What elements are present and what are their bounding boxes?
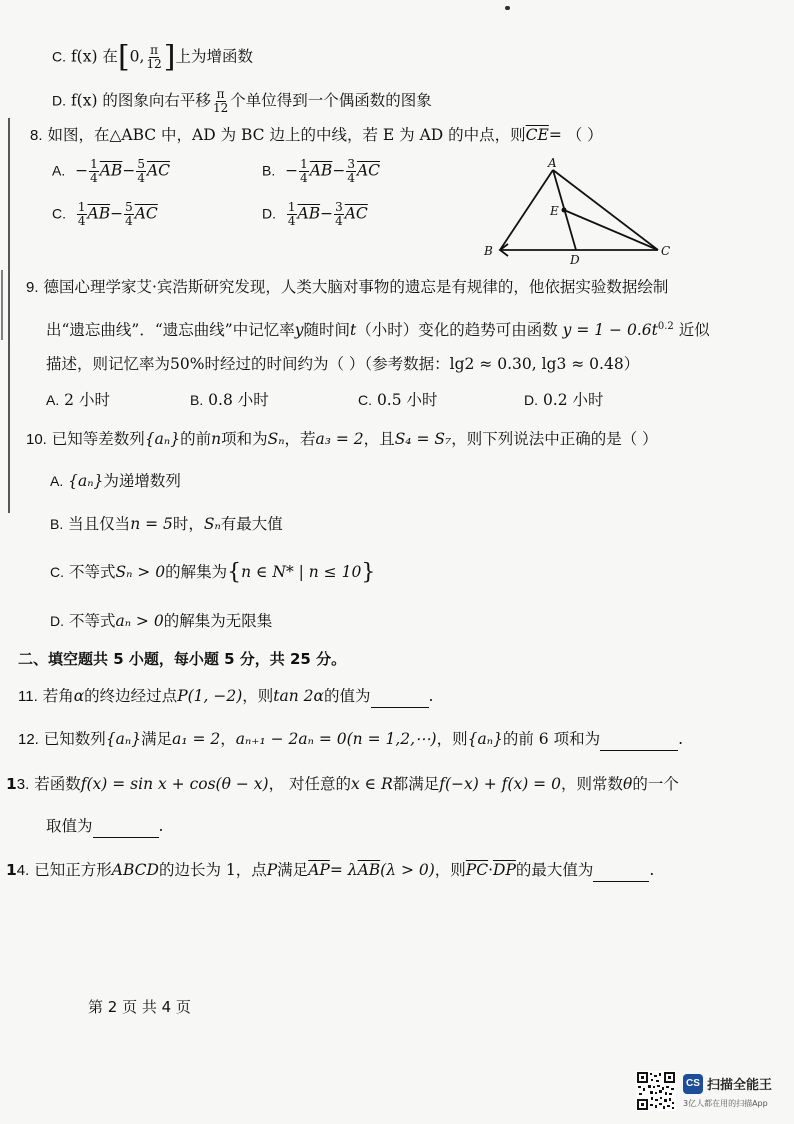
option-text: 时，	[172, 515, 204, 533]
formula: y = 1 − 0.6t	[562, 321, 658, 340]
handwritten-mark: 1	[6, 775, 17, 793]
q9-option-d	[524, 389, 604, 411]
question-text: 德国心理学家艾·宾浩斯研究发现，人类大脑对事物的遗忘是有规律的，他依据实验数据绘制	[43, 278, 669, 296]
question-text: 近似	[678, 321, 710, 340]
q10-option-c	[50, 561, 375, 584]
option-label: C.	[358, 392, 372, 408]
q9-option-c	[358, 389, 438, 411]
q7-option-d	[52, 88, 432, 115]
option-text: 不等式	[68, 612, 116, 630]
sequence: {aₙ}	[68, 472, 104, 490]
answer-blank[interactable]	[593, 859, 649, 882]
question-text: 的一个	[632, 775, 679, 793]
question-text: （小时）变化的趋势可由函数	[356, 321, 558, 340]
point: P(1, −2)	[177, 687, 243, 705]
variable: α	[73, 687, 85, 705]
question-number: 3.	[16, 776, 30, 793]
question-number: 10.	[26, 431, 47, 448]
question-end: = （ ）	[548, 126, 603, 144]
condition: x ∈ R	[351, 775, 393, 793]
q12	[18, 728, 683, 751]
answer-blank[interactable]	[371, 685, 429, 708]
option-text: 的解集为无限集	[163, 612, 273, 630]
option-text-suffix: 个单位得到一个偶函数的图象	[230, 91, 432, 110]
option-text-suffix: 上为增函数	[175, 47, 253, 66]
question-text: 已知等差数列	[51, 430, 145, 448]
fraction-denominator: 4	[287, 214, 296, 228]
side-ac	[553, 170, 658, 250]
question-text: 已知正方形	[34, 861, 112, 879]
sign: −	[332, 161, 346, 180]
question-end: .	[649, 861, 655, 879]
fraction	[299, 158, 309, 185]
fraction-denominator: 12	[146, 57, 162, 71]
question-text: 的最大值为	[515, 861, 594, 879]
option-label: B.	[50, 516, 64, 532]
fraction-numerator: 1	[77, 200, 86, 214]
option-label: A.	[52, 162, 66, 179]
question-text: 项和为	[221, 430, 268, 448]
question-text: 的终边经过点	[84, 687, 178, 705]
option-label: C.	[50, 564, 64, 580]
q9-option-a	[46, 389, 110, 411]
question-text: 满足	[141, 730, 173, 748]
q8-option-c	[52, 201, 158, 228]
triangle-figure	[478, 156, 678, 266]
q10-option-d	[50, 610, 272, 632]
question-text: 满足	[277, 861, 309, 879]
q13-line1	[6, 773, 679, 796]
option-text: 0.5 小时	[376, 391, 438, 409]
question-number: 4.	[16, 862, 30, 879]
variable: Sₙ	[267, 430, 285, 448]
vector: $\overline{AC}$	[344, 204, 368, 223]
fraction	[334, 201, 344, 228]
option-label: B.	[190, 392, 204, 408]
option-label: A.	[46, 392, 60, 408]
vector: $\overline{AB}$	[309, 161, 333, 180]
q7-option-c	[52, 39, 253, 75]
set-brace-right: }	[361, 560, 376, 585]
scanner-app-tagline: 3亿人都在用的扫描App	[683, 1099, 768, 1108]
q9-line2	[46, 316, 710, 341]
q10-option-a	[50, 470, 181, 492]
question-text: 随时间	[303, 321, 350, 340]
reference-data: lg2 ≈ 0.30, lg3 ≈ 0.48	[449, 355, 624, 373]
cs-logo: CS	[683, 1074, 703, 1094]
sign: −	[75, 161, 89, 180]
sign: −	[122, 161, 136, 180]
option-text: 当且仅当	[68, 515, 131, 533]
vector: $\overline{CE}$	[525, 126, 549, 144]
condition: S₄ = S₇	[394, 430, 452, 448]
fraction-numerator: π	[150, 43, 159, 57]
fraction-denominator: 4	[347, 171, 355, 185]
variable: y	[294, 321, 304, 340]
fraction	[89, 158, 99, 185]
interval-bracket-right: ]	[163, 39, 176, 75]
question-text: ，则常数	[560, 775, 623, 793]
vector: $\overline{AC}$	[146, 161, 171, 180]
fraction	[346, 158, 356, 185]
question-number: 8.	[30, 127, 43, 144]
question-text: ， 对任意的	[268, 775, 351, 793]
question-text: ，则	[434, 861, 466, 879]
page-footer: 第 2 页 共 4 页	[88, 998, 191, 1016]
fraction-numerator: 5	[125, 200, 133, 214]
square-name: ABCD	[111, 861, 159, 879]
answer-blank[interactable]	[600, 728, 678, 751]
section-title: 二、填空题共 5 小题，每小题 5 分，共 25 分。	[18, 650, 347, 668]
variable: n	[211, 430, 222, 448]
option-label: C.	[52, 205, 66, 222]
sign: −	[285, 161, 299, 180]
sign: −	[110, 204, 124, 223]
set-brace-left: {	[227, 560, 242, 585]
label-a: A	[548, 156, 557, 170]
question-text: 都满足	[392, 775, 440, 793]
scan-speck	[505, 6, 510, 10]
fraction	[145, 44, 162, 71]
question-end: ）	[623, 355, 640, 373]
fraction-numerator: 3	[335, 200, 343, 214]
qr-code-icon	[636, 1071, 676, 1111]
option-label: D.	[524, 392, 538, 408]
question-text: 取值为	[46, 817, 93, 835]
expression: tan 2α	[273, 687, 325, 705]
q9-option-b	[190, 389, 269, 411]
interval-start: 0,	[129, 47, 145, 66]
question-number: 9.	[26, 279, 39, 296]
condition: (λ > 0)	[380, 861, 435, 879]
vector: $\overline{AB}$	[87, 204, 111, 223]
handwritten-mark: 1	[6, 861, 17, 879]
label-b: B	[484, 244, 493, 258]
question-number: 12.	[18, 731, 39, 748]
option-label: A.	[50, 473, 64, 489]
question-text: 的前 6 项和为	[502, 730, 601, 748]
question-text: 若函数	[34, 775, 81, 793]
fraction-numerator: 1	[90, 157, 98, 171]
fraction	[136, 158, 146, 185]
vector: $\overline{AP}$	[308, 861, 330, 879]
question-text: 的边长为 1，点	[158, 861, 267, 879]
fraction	[124, 201, 134, 228]
option-text: 的解集为	[165, 563, 228, 581]
solution-set: n ∈ N* | n ≤ 10	[241, 563, 362, 581]
fraction-denominator: 4	[125, 214, 133, 228]
fraction-numerator: 1	[300, 157, 308, 171]
fraction-denominator: 12	[212, 101, 229, 115]
condition: a₃ = 2	[315, 430, 364, 448]
question-number: 11.	[18, 688, 38, 705]
fraction-denominator: 4	[335, 214, 343, 228]
point-e	[562, 208, 567, 213]
vector: $\overline{AC}$	[134, 204, 158, 223]
q9-line3	[46, 353, 639, 375]
option-text: 不等式	[68, 563, 116, 581]
separator: ，	[220, 730, 236, 748]
fraction-denominator: 4	[137, 171, 145, 185]
fraction	[212, 88, 229, 115]
vector: $\overline{PC}$	[465, 861, 489, 879]
question-end: .	[678, 730, 684, 748]
inequality: aₙ > 0	[115, 612, 164, 630]
q8-stem	[30, 124, 603, 147]
inequality: Sₙ > 0	[115, 563, 166, 581]
sequence: {aₙ}	[467, 730, 503, 748]
fraction	[287, 201, 297, 228]
question-text: 如图，在△ABC 中，AD 为 BC 边上的中线，若 E 为 AD 的中点，则	[47, 126, 526, 144]
fraction-numerator: π	[216, 87, 225, 101]
option-label: D.	[50, 613, 64, 629]
variable: P	[266, 861, 278, 879]
variable: t	[349, 321, 357, 340]
side-ab	[500, 170, 553, 250]
q8-option-d	[262, 201, 368, 228]
vector: $\overline{AC}$	[356, 161, 381, 180]
vector: $\overline{AB}$	[99, 161, 123, 180]
option-text: 有最大值	[220, 515, 283, 533]
fraction-denominator: 4	[77, 214, 86, 228]
recurrence: aₙ₊₁ − 2aₙ = 0(n = 1,2,⋯)	[235, 730, 437, 748]
vector: $\overline{DP}$	[493, 861, 516, 879]
question-text: ，且	[363, 430, 395, 448]
option-label: D.	[262, 205, 276, 222]
option-label: B.	[262, 162, 276, 179]
dot-product: ·	[488, 861, 494, 879]
function: f(x) = sin x + cos(θ − x)	[80, 775, 269, 793]
q13-line2	[46, 815, 163, 838]
q9-line1	[26, 276, 668, 299]
fraction-numerator: 5	[137, 157, 145, 171]
question-text: ，若	[284, 430, 316, 448]
condition: n = 5	[130, 515, 173, 533]
q14	[6, 859, 654, 882]
sign: −	[320, 204, 334, 223]
question-end: ，则下列说法中正确的是（ ）	[451, 430, 658, 448]
sequence: {aₙ}	[105, 730, 142, 748]
question-end: .	[428, 687, 434, 705]
question-text: 若角	[42, 687, 74, 705]
variable: θ	[622, 775, 633, 793]
q10-option-b	[50, 513, 283, 535]
fraction-numerator: 3	[347, 157, 355, 171]
question-text: 的前	[180, 430, 212, 448]
question-text: 描述，则记忆率为50%时经过的时间约为（ ）（参考数据：	[46, 355, 450, 373]
question-text: 的值为	[324, 687, 371, 705]
fraction	[77, 201, 87, 228]
segment-ce	[564, 210, 658, 250]
formula-exponent: 0.2	[657, 321, 674, 332]
vector: $\overline{AB}$	[297, 204, 321, 223]
q8-option-a	[52, 158, 170, 185]
option-text: 2 小时	[64, 391, 110, 409]
option-label: D.	[52, 92, 66, 109]
label-d: D	[570, 253, 580, 266]
q10-stem	[26, 428, 658, 451]
fraction-denominator: 4	[300, 171, 308, 185]
fraction-denominator: 4	[90, 171, 98, 185]
option-text: f(x) 在	[70, 47, 118, 66]
fraction-numerator: 1	[287, 200, 296, 214]
option-text: 0.8 小时	[208, 391, 269, 409]
question-end: .	[158, 817, 164, 835]
condition: a₁ = 2	[172, 730, 221, 748]
equation: f(−x) + f(x) = 0	[439, 775, 561, 793]
option-label: C.	[52, 48, 66, 65]
scanner-app-name: 扫描全能王	[707, 1078, 773, 1093]
binding-edge-mark	[1, 270, 10, 340]
label-c: C	[661, 244, 671, 258]
label-e: E	[550, 204, 559, 218]
option-text: 为递增数列	[103, 472, 181, 490]
sequence: {aₙ}	[144, 430, 181, 448]
question-text: ，则	[242, 687, 274, 705]
q11	[18, 685, 433, 708]
interval-bracket-left: [	[117, 39, 130, 75]
question-text: 已知数列	[43, 730, 106, 748]
option-text: f(x) 的图象向右平移	[70, 91, 211, 110]
answer-blank[interactable]	[93, 815, 159, 838]
question-text: ，则	[436, 730, 468, 748]
question-text: 出“遗忘曲线”．“遗忘曲线”中记忆率	[46, 321, 295, 340]
vector: $\overline{AB}$	[357, 861, 381, 879]
equation-operator: = λ	[329, 861, 358, 879]
option-text: 0.2 小时	[542, 391, 604, 409]
variable: Sₙ	[203, 515, 221, 533]
q8-option-b	[262, 158, 380, 185]
